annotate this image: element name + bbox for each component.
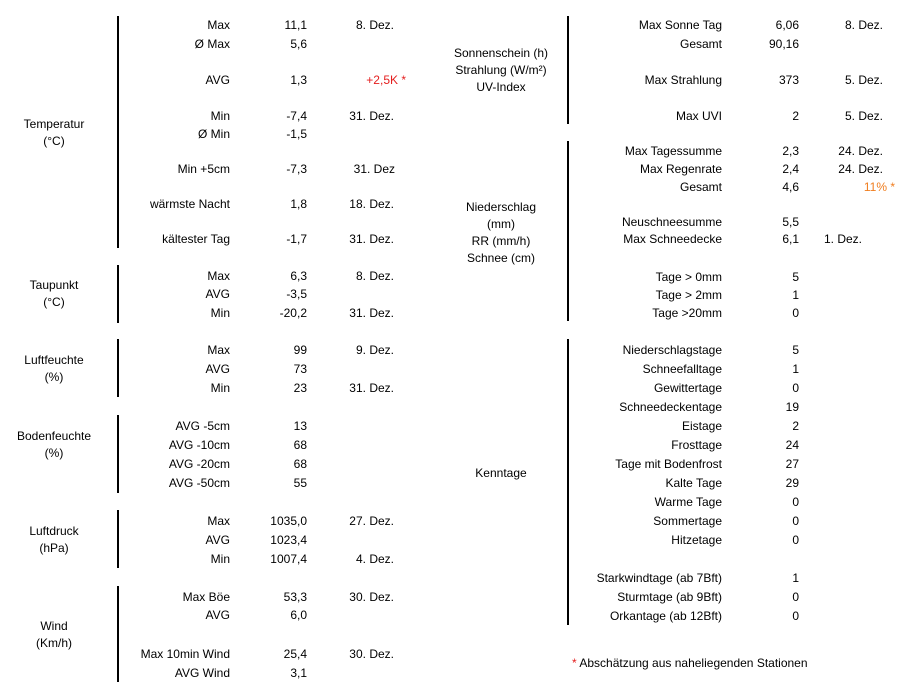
row-label: Tage mit Bodenfrost [615,457,722,471]
row-label: AVG [205,362,230,376]
row-label: Max Sonne Tag [638,18,722,32]
row-date: 31. Dez [353,162,395,176]
row-value: 1 [792,288,799,302]
row-date: 30. Dez. [349,590,394,604]
row-label: AVG -10cm [168,438,230,452]
separator-taupunkt [117,265,119,323]
row-value: 24 [785,438,799,452]
row-label: Min +5cm [177,162,230,176]
row-value: 1 [792,571,799,585]
section-unit: (Km/h) [36,636,72,650]
row-value: 1023,4 [270,533,307,547]
footnote [572,656,808,670]
row-date: 31. Dez. [349,381,394,395]
separator-luftfeuchte [117,339,119,397]
section-unit: Schnee (cm) [466,251,536,265]
separator-luftdruck [117,510,119,568]
row-value: -1,7 [286,232,307,246]
row-label: Ø Min [197,127,230,141]
row-label: wärmste Nacht [149,197,230,211]
row-label: AVG [205,73,230,87]
row-date: 24. Dez. [838,162,883,176]
section-unit: (°C) [43,134,65,148]
row-value: 19 [785,400,799,414]
section-label: Wind [40,619,68,633]
row-value: 68 [293,438,307,452]
row-date: 5. Dez. [844,109,883,123]
row-value: -7,4 [286,109,307,123]
row-label: Sturmtage (ab 9Bft) [617,590,722,604]
row-label: Orkantage (ab 12Bft) [609,609,722,623]
row-value: -3,5 [286,287,307,301]
footnote-star: * [572,656,577,670]
row-value: 0 [792,609,799,623]
row-label: Ø Max [194,37,230,51]
row-label: Starkwindtage (ab 7Bft) [596,571,722,585]
row-label: kältester Tag [162,232,230,246]
row-value: 2 [792,109,799,123]
row-label: Max [207,269,230,283]
row-date: 18. Dez. [349,197,394,211]
row-date: 27. Dez. [349,514,394,528]
row-label: Min [210,109,230,123]
row-value: 1,3 [290,73,307,87]
row-value: 55 [293,476,307,490]
row-date: 8. Dez. [355,269,394,283]
section-unit: (hPa) [39,541,69,555]
row-value: 29 [785,476,799,490]
section-label: Temperatur [23,117,85,131]
row-label: AVG Wind [174,666,230,680]
separator-temperatur [117,16,119,248]
row-value: 99 [293,343,307,357]
row-label: Max UVI [675,109,722,123]
row-value: 0 [792,495,799,509]
row-label: AVG -5cm [175,419,230,433]
row-value: 4,6 [782,180,799,194]
row-value: 0 [792,590,799,604]
row-label: AVG [205,287,230,301]
row-label: Tage > 0mm [655,270,722,284]
row-date: 4. Dez. [355,552,394,566]
estimate-badge: 11% * [863,180,895,194]
row-value: 11,1 [284,18,307,32]
row-label: AVG [205,608,230,622]
row-date: 24. Dez. [838,144,883,158]
row-label: Max Regenrate [639,162,722,176]
row-value: 0 [792,533,799,547]
row-value: 6,06 [775,18,799,32]
row-value: 1035,0 [270,514,307,528]
row-label: Max [207,18,230,32]
row-value: 2,4 [782,162,799,176]
row-label: Gewittertage [653,381,722,395]
row-value: 27 [785,457,799,471]
row-value: 5 [792,343,799,357]
section-label: Strahlung (W/m²) [455,63,547,77]
row-label: Max 10min Wind [140,647,230,661]
row-label: AVG -20cm [168,457,230,471]
row-value: 6,3 [290,269,307,283]
row-value: 1007,4 [270,552,307,566]
section-label: Kenntage [475,466,527,480]
section-unit: (%) [44,446,64,460]
row-label: Schneedeckentage [619,400,722,414]
row-label: Max [207,514,230,528]
row-value: 2,3 [782,144,799,158]
section-label: Taupunkt [29,278,79,292]
row-label: Gesamt [679,180,722,194]
row-date: 9. Dez. [355,343,394,357]
row-value: 73 [293,362,307,376]
section-label: Bodenfeuchte [16,429,92,443]
row-date: 1. Dez. [824,232,863,246]
row-label: Min [210,381,230,395]
row-label: Hitzetage [671,533,722,547]
separator-niederschlag [567,141,569,321]
row-value: -1,5 [286,127,307,141]
section-unit: (°C) [43,295,65,309]
row-label: AVG [205,533,230,547]
row-label: Eistage [681,419,722,433]
row-label: AVG -50cm [168,476,230,490]
row-label: Min [210,306,230,320]
separator-wind [117,586,119,682]
row-value: 0 [792,381,799,395]
row-label: Max Böe [182,590,230,604]
section-label: UV-Index [476,80,526,94]
row-date: 8. Dez. [844,18,883,32]
row-value: -20,2 [279,306,307,320]
row-label: Sommertage [653,514,722,528]
row-value: 0 [792,514,799,528]
row-date: 30. Dez. [349,647,394,661]
row-label: Max Tagessumme [624,144,722,158]
row-value: 68 [293,457,307,471]
row-value: 5 [792,270,799,284]
row-label: Tage > 2mm [655,288,722,302]
row-date: 31. Dez. [349,232,394,246]
row-value: 6,1 [782,232,799,246]
row-value: 53,3 [283,590,307,604]
separator-bodenfeuchte [117,415,119,493]
separator-sonne [567,16,569,124]
row-date: 8. Dez. [355,18,394,32]
row-value: 3,1 [290,666,307,680]
row-date: 31. Dez. [349,109,394,123]
section-label: Niederschlag [465,200,537,214]
section-unit: (mm) [487,217,515,231]
row-value: 2 [792,419,799,433]
row-value: 6,0 [290,608,307,622]
section-label: Sonnenschein (h) [453,46,549,60]
footnote-text: Abschätzung aus naheliegenden Stationen [579,656,808,670]
row-label: Max Schneedecke [623,232,722,246]
section-unit: (%) [44,370,64,384]
row-value: 0 [792,306,799,320]
row-label: Niederschlagstage [622,343,722,357]
row-value: 1,8 [290,197,307,211]
row-label: Warme Tage [654,495,722,509]
row-label: Schneefalltage [642,362,722,376]
row-label: Neuschneesumme [621,215,722,229]
row-label: Frosttage [671,438,722,452]
row-label: Min [210,552,230,566]
row-label: Kalte Tage [665,476,722,490]
row-value: 23 [293,381,307,395]
row-value: 13 [293,419,307,433]
row-label: Max Strahlung [644,73,722,87]
row-date: 5. Dez. [844,73,883,87]
row-label: Tage >20mm [652,306,722,320]
section-label: Luftfeuchte [24,353,84,367]
row-value: 373 [778,73,799,87]
section-label: Luftdruck [29,524,79,538]
section-unit: RR (mm/h) [471,234,531,248]
row-label: Max [207,343,230,357]
anomaly-badge: +2,5K * [366,73,406,87]
row-value: 25,4 [283,647,307,661]
row-value: 90,16 [768,37,799,51]
row-date: 31. Dez. [349,306,394,320]
row-value: 1 [792,362,799,376]
row-value: 5,6 [290,37,307,51]
row-label: Gesamt [679,37,722,51]
row-value: -7,3 [286,162,307,176]
row-value: 5,5 [782,215,799,229]
